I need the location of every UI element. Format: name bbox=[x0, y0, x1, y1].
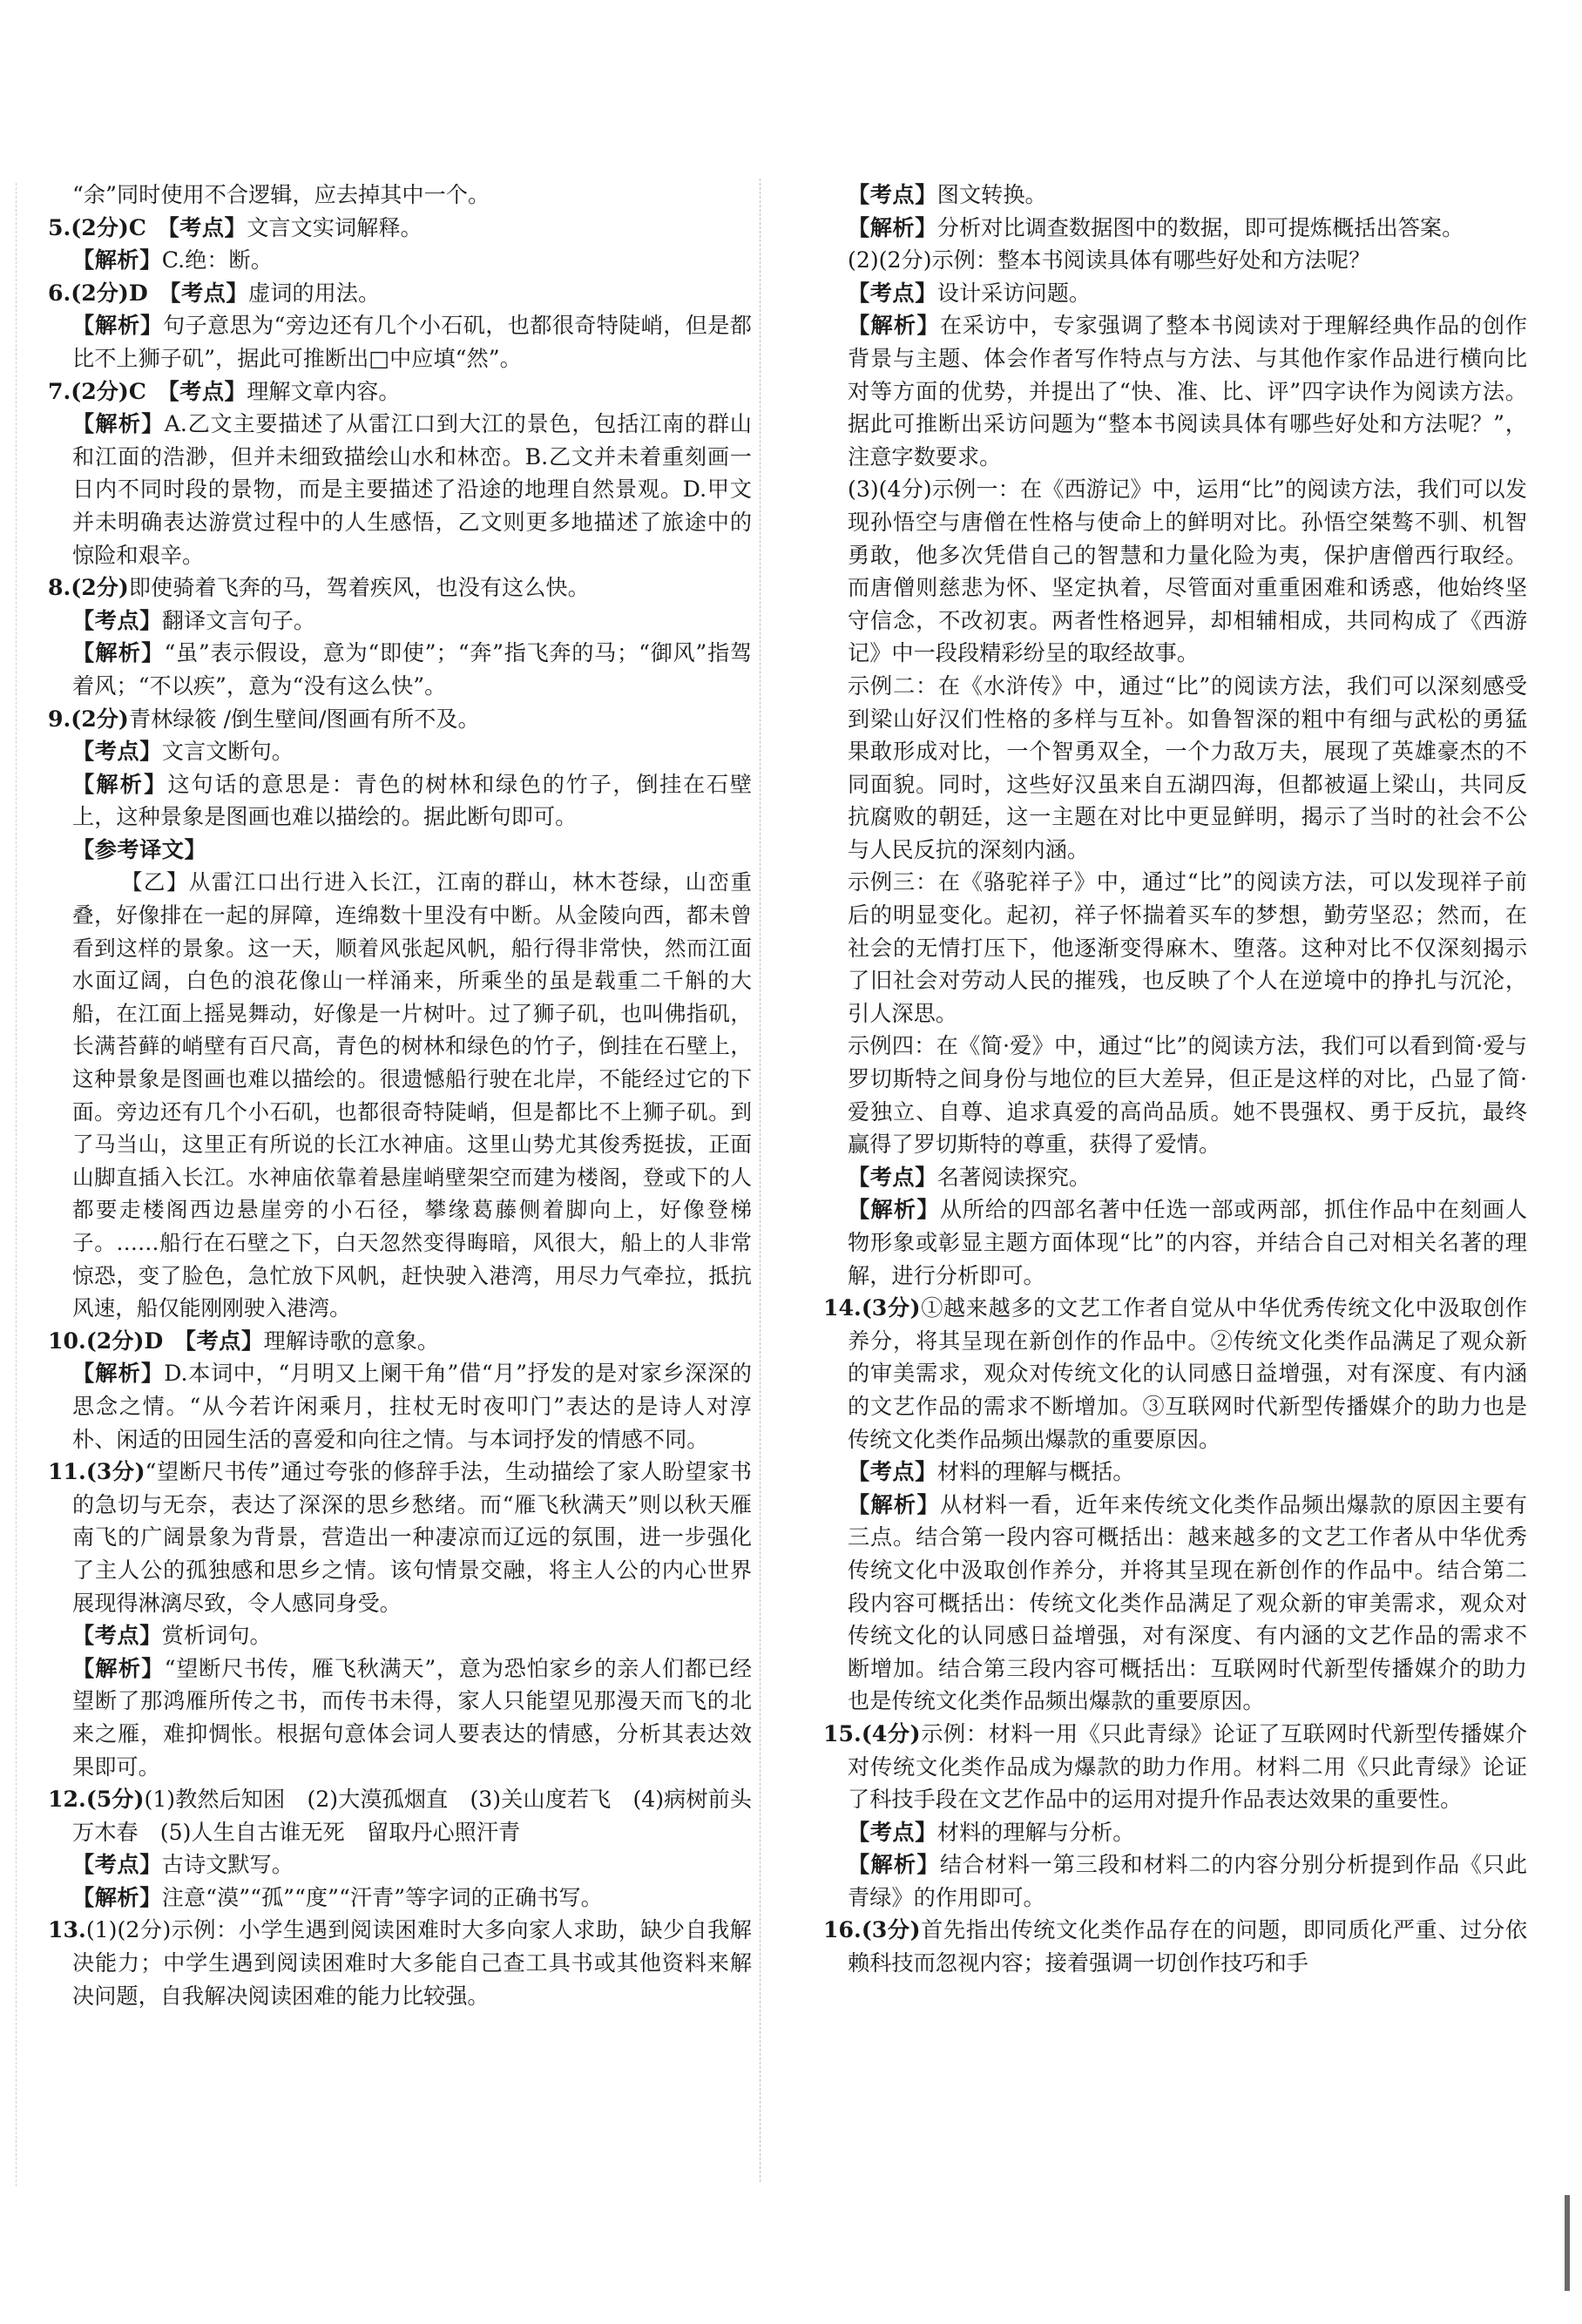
answer-text: (1)(2分)示例：小学生遇到阅读困难时大多向家人求助，缺少自我解决能力；中学生遇到阅读困难时大多能自己查工具书或其他资料来解决问题，自我解决阅读困难的能力比较强。 bbox=[72, 1917, 752, 2009]
analysis bbox=[823, 1193, 1527, 1292]
answer-text: 青林绿筱 /倒生壁间/图画有所不及。 bbox=[128, 706, 480, 732]
analysis bbox=[48, 1881, 752, 1915]
example-2: 示例二：在《水浒传》中，通过“比”的阅读方法，我们可以深刻感受到梁山好汉们性格的多样与互补。如鲁智深的粗中有细与武松的勇猛果敢形成对比，一个智勇双全，一个力敌万夫，展现了英雄豪杰的不同面貌。同时，这些好汉虽来自五湖四海，但都被逼上梁山，共同反抗腐败的朝廷，这一主题在对比中更显鲜明，揭示了当时的社会不公与人民反抗的深刻内涵。 bbox=[848, 672, 1527, 862]
kaodian bbox=[48, 1619, 752, 1652]
question-number: 15.(4分) bbox=[823, 1719, 921, 1746]
kaodian-text: 图文转换。 bbox=[936, 182, 1047, 207]
text-line: “余”同时使用不合逻辑，应去掉其中一个。 bbox=[72, 182, 490, 207]
kaodian bbox=[48, 1848, 752, 1881]
kaodian-tag: 【考点】 bbox=[72, 738, 162, 765]
kaodian-text: 名著阅读探究。 bbox=[936, 1164, 1092, 1190]
question-number: 11.(3分) bbox=[48, 1458, 145, 1485]
kaodian-text: 理解文章内容。 bbox=[247, 378, 401, 404]
jiexi-tag: 【解析】 bbox=[848, 312, 940, 339]
question-number: 8.(2分) bbox=[48, 574, 129, 601]
jiexi-tag: 【解析】 bbox=[848, 213, 937, 240]
question-number: 14.(3分) bbox=[823, 1294, 921, 1321]
question-10 bbox=[48, 1325, 752, 1358]
analysis bbox=[48, 637, 752, 702]
answer-text: 示例：材料一用《只此青绿》论证了互联网时代新型传播媒介对传统文化类作品成为爆款的助力作用。材料二用《只此青绿》论证了科技手段在文艺作品中的运用对提升作品表达效果的重要性。 bbox=[848, 1720, 1528, 1813]
question-16 bbox=[823, 1914, 1527, 1979]
kaodian-tag: 【考点】 bbox=[848, 279, 937, 306]
reference-translation-heading bbox=[48, 834, 752, 867]
answer-text: 即使骑着飞奔的马，驾着疾风，也没有这么快。 bbox=[128, 575, 590, 601]
jiexi-tag: 【解析】 bbox=[72, 639, 165, 666]
jiexi-text: 结合材料一第三段和材料二的内容分别分析提到作品《只此青绿》的作用即可。 bbox=[848, 1852, 1528, 1910]
kaodian bbox=[823, 179, 1527, 212]
question-5 bbox=[48, 212, 752, 245]
example-1: (3)(4分)示例一：在《西游记》中，运用“比”的阅读方法，我们可以发现孙悟空与唐僧在性格与使命上的鲜明对比。孙悟空桀骜不驯、机智勇敢，他多次凭借自己的智慧和力量化险为夷，保护唐僧西行取经。而唐僧则慈悲为怀、坚定执着，尽管面对重重困难和诱惑，他始终坚守信念，不改初衷。两者性格迥异，却相辅相成，共同构成了《西游记》中一段段精彩纷呈的取经故事。 bbox=[848, 476, 1527, 666]
answer-text: “望断尺书传”通过夸张的修辞手法，生动描绘了家人盼望家书的急切与无奈，表达了深深的思乡愁绪。而“雁飞秋满天”则以秋天雁南飞的广阔景象为背景，营造出一种凄凉而辽远的氛围，进一步强化了主人公的孤独感和思乡之情。该句情景交融，将主人公的内心世界展现得淋漓尽致，令人感同身受。 bbox=[72, 1459, 752, 1616]
cankao-tag: 【参考译文】 bbox=[72, 835, 207, 862]
kaodian bbox=[48, 735, 752, 768]
jiexi-text: 从材料一看，近年来传统文化类作品频出爆款的原因主要有三点。结合第一段内容可概括出：越来越多的文艺工作者从中华优秀传统文化中汲取创作养分，并将其呈现在新创作的作品中。结合第二段内容可概括出：传统文化类作品满足了观众新的审美需求，观众对传统文化的认同感日益增强，对有深度、有内涵的文艺作品的需求不断增加。结合第三段内容可概括出：互联网时代新型传播媒介的助力也是传统文化类作品频出爆款的重要原因。 bbox=[848, 1491, 1528, 1714]
kaodian-tag: 【考点】 bbox=[848, 1818, 937, 1845]
example-3: 示例三：在《骆驼祥子》中，通过“比”的阅读方法，可以发现祥子前后的明显变化。起初，祥子怀揣着买车的梦想，勤劳坚忍；然而，在社会的无情打压下，他逐渐变得麻木、堕落。这种对比不仅深刻揭示了旧社会对劳动人民的摧残，也反映了个人在逆境中的挣扎与沉沦，引人深思。 bbox=[848, 869, 1527, 1026]
kaodian bbox=[823, 1816, 1527, 1849]
kaodian-tag: 【考点】 bbox=[72, 1851, 162, 1878]
answer-text: (2)(2分)示例：整本书阅读具体有哪些好处和方法呢？ bbox=[848, 247, 1371, 274]
jiexi-text: 这句话的意思是：青色的树林和绿色的竹子，倒挂在石壁上，这种景象是图画也难以描绘的。据此断句即可。 bbox=[72, 771, 753, 830]
kaodian-tag: 【考点】 bbox=[168, 377, 247, 404]
kaodian-tag: 【考点】 bbox=[168, 213, 247, 240]
question-15 bbox=[823, 1718, 1527, 1816]
kaodian-text: 文言文断句。 bbox=[161, 739, 294, 765]
question-number: 5.(2分)C bbox=[48, 213, 169, 240]
jiexi-tag: 【解析】 bbox=[72, 770, 168, 797]
jiexi-tag: 【解析】 bbox=[848, 1851, 940, 1878]
answer-text: ①越来越多的文艺工作者自觉从中华优秀传统文化中汲取创作养分，将其呈现在新创作的作品中。②传统文化类作品满足了观众新的审美需求，观众对传统文化的认同感日益增强，对有深度、有内涵的文艺作品的需求不断增加。③互联网时代新型传播媒介的助力也是传统文化类作品频出爆款的重要原因。 bbox=[848, 1295, 1528, 1452]
jiexi-tag: 【解析】 bbox=[72, 247, 162, 274]
jiexi-text: 从所给的四部名著中任选一部或两部，抓住作品中在刻画人物形象或彰显主题方面体现“比”的内容，并结合自己对相关名著的理解，进行分析即可。 bbox=[848, 1197, 1528, 1288]
analysis bbox=[48, 1652, 752, 1783]
kaodian-tag: 【考点】 bbox=[72, 1622, 162, 1649]
jiexi-text: “虽”表示假设，意为“即使”；“奔”指飞奔的马；“御风”指驾着风；“不以疾”，意为“没有这么快”。 bbox=[72, 640, 753, 699]
kaodian-text: 古诗文默写。 bbox=[161, 1852, 294, 1878]
answer-text: 首先指出传统文化类作品存在的问题，即同质化严重、过分依赖科技而忽视内容；接着强调一切创作技巧和手 bbox=[848, 1917, 1528, 1976]
example-4: 示例四：在《简·爱》中，通过“比”的阅读方法，我们可以看到简·爱与罗切斯特之间身份与地位的巨大差异，但正是这样的对比，凸显了简·爱独立、自尊、追求真爱的高尚品质。她不畏强权、勇于反抗，最终赢得了罗切斯特的尊重，获得了爱情。 bbox=[848, 1033, 1527, 1158]
kaodian-tag: 【考点】 bbox=[848, 1163, 937, 1190]
analysis bbox=[48, 309, 752, 375]
question-12 bbox=[48, 1783, 752, 1848]
analysis bbox=[48, 1357, 752, 1456]
right-column bbox=[823, 179, 1527, 1980]
jiexi-tag: 【解析】 bbox=[72, 1360, 165, 1387]
kaodian-text: 翻译文言句子。 bbox=[161, 607, 316, 633]
question-number: 9.(2分) bbox=[48, 705, 129, 732]
jiexi-text: 注意“漠”“孤”“度”“汗青”等字词的正确书写。 bbox=[161, 1884, 603, 1910]
question-11 bbox=[48, 1456, 752, 1619]
kaodian-text: 赏析词句。 bbox=[161, 1623, 272, 1649]
jiexi-tag: 【解析】 bbox=[72, 1654, 165, 1681]
jiexi-tag: 【解析】 bbox=[72, 1883, 162, 1910]
kaodian-text: 文言文实词解释。 bbox=[247, 214, 423, 240]
question-6 bbox=[48, 277, 752, 310]
kaodian-tag: 【考点】 bbox=[848, 1458, 937, 1485]
question-number: 13. bbox=[48, 1916, 86, 1943]
analysis bbox=[48, 408, 752, 571]
kaodian bbox=[823, 1161, 1527, 1194]
analysis bbox=[823, 1848, 1527, 1914]
jiexi-text: 句子意思为“旁边还有几个小石矶，也都很奇特陡峭，但是都比不上狮子矶”，据此可推断出□中应填“然”。 bbox=[72, 313, 752, 371]
analysis bbox=[48, 244, 752, 277]
kaodian-text: 虚词的用法。 bbox=[248, 280, 381, 306]
question-number: 16.(3分) bbox=[823, 1916, 921, 1943]
jiexi-text: 分析对比调查数据图中的数据，即可提炼概括出答案。 bbox=[936, 214, 1464, 240]
kaodian bbox=[48, 605, 752, 638]
analysis bbox=[823, 309, 1527, 473]
column-divider bbox=[760, 179, 761, 2182]
jiexi-tag: 【解析】 bbox=[72, 410, 165, 437]
question-number: 10.(2分)D bbox=[48, 1327, 186, 1354]
question-number: 7.(2分)C bbox=[48, 377, 169, 404]
question-9 bbox=[48, 703, 752, 736]
analysis bbox=[48, 768, 752, 834]
jiexi-text: “望断尺书传，雁飞秋满天”，意为恐怕家乡的亲人们都已经望断了那鸿雁所传之书，而传书未得，家人只能望见那漫天而飞的北来之雁，难抑惆怅。根据句意体会词人要表达的情感，分析其表达效果即可。 bbox=[72, 1655, 752, 1780]
analysis bbox=[823, 212, 1527, 245]
question-7 bbox=[48, 375, 752, 409]
kaodian-tag: 【考点】 bbox=[185, 1327, 264, 1354]
jiexi-tag: 【解析】 bbox=[72, 312, 164, 339]
kaodian-text: 材料的理解与概括。 bbox=[936, 1459, 1135, 1485]
question-number: 12.(5分) bbox=[48, 1786, 145, 1813]
jiexi-text: A.乙文主要描述了从雷江口到大江的景色，包括江南的群山和江面的浩渺，但并未细致描绘山水和林峦。B.乙文并未着重刻画一日内不同时段的景物，而是主要描述了沿途的地理自然景观。D.甲文并未明确表达游赏过程中的人生感悟，乙文则更多地描述了旅途中的惊险和艰辛。 bbox=[72, 411, 752, 568]
question-8 bbox=[48, 571, 752, 605]
binding-edge bbox=[16, 183, 17, 2186]
question-14 bbox=[823, 1292, 1527, 1456]
question-number: 6.(2分)D bbox=[48, 279, 170, 306]
kaodian-text: 理解诗歌的意象。 bbox=[263, 1328, 440, 1354]
kaodian-text: 材料的理解与分析。 bbox=[936, 1819, 1135, 1845]
jiexi-text: D.本词中，“月明又上阑干角”借“月”抒发的是对家乡深深的思念之情。“从今若许闲乘月，拄杖无时夜叩门”表达的是诗人对淳朴、闲适的田园生活的喜爱和向往之情。与本词抒发的情感不同。 bbox=[72, 1361, 752, 1452]
jiexi-tag: 【解析】 bbox=[848, 1490, 940, 1517]
page-edge-mark bbox=[1565, 2195, 1570, 2291]
answer-text: (1)教然后知困 (2)大漠孤烟直 (3)关山度若飞 (4)病树前头万木春 (5)人生自古谁无死 留取丹心照汗青 bbox=[72, 1787, 752, 1845]
kaodian bbox=[823, 277, 1527, 310]
kaodian bbox=[823, 1456, 1527, 1489]
left-column bbox=[48, 179, 752, 2012]
kaodian-text: 设计采访问题。 bbox=[936, 280, 1092, 306]
jiexi-text: 在采访中，专家强调了整本书阅读对于理解经典作品的创作背景与主题、体会作者写作特点与方法、与其他作家作品进行横向比对等方面的优势，并提出了“快、准、比、评”四字诀作为阅读方法。据此可推断出采访问题为“整本书阅读具体有哪些好处和方法呢？”，注意字数要求。 bbox=[848, 313, 1528, 470]
question-13 bbox=[48, 1914, 752, 2012]
kaodian-tag: 【考点】 bbox=[72, 606, 162, 633]
reference-translation: 【乙】从雷江口出行进入长江，江南的群山，林木苍绿，山峦重叠，好像排在一起的屏障，连绵数十里没有中断。从金陵向西，都未曾看到这样的景象。这一天，顺着风张起风帆，船行得非常快，然而江面水面辽阔，白色的浪花像山一样涌来，所乘坐的虽是载重二千斛的大船，在江面上摇晃舞动，好像是一片树叶。过了狮子矶，也叫佛指矶，长满苔藓的峭壁有百尺高，青色的树林和绿色的竹子，倒挂在石壁上，这种景象是图画也难以描绘的。很遗憾船行驶在北岸，不能经过它的下面。旁边还有几个小石矶，也都很奇特陡峭，但是都比不上狮子矶。到了马当山，这里正有所说的长江水神庙。这里山势尤其俊秀挺拔，正面山脚直插入长江。水神庙依靠着悬崖峭壁架空而建为楼阁，登或下的人都要走楼阁西边悬崖旁的小石径，攀缘葛藤侧着脚向上，好像登梯子。……船行在石壁之下，白天忽然变得晦暗，风很大，船上的人非常惊恐，变了脸色，急忙放下风帆，赶快驶入港湾，用尽力气牵拉，抵抗风速，船仅能刚刚驶入港湾。 bbox=[72, 869, 752, 1321]
jiexi-text: C.绝：断。 bbox=[161, 247, 273, 274]
jiexi-tag: 【解析】 bbox=[848, 1196, 940, 1223]
kaodian-tag: 【考点】 bbox=[848, 181, 937, 207]
kaodian-tag: 【考点】 bbox=[169, 279, 249, 306]
analysis bbox=[823, 1489, 1527, 1718]
